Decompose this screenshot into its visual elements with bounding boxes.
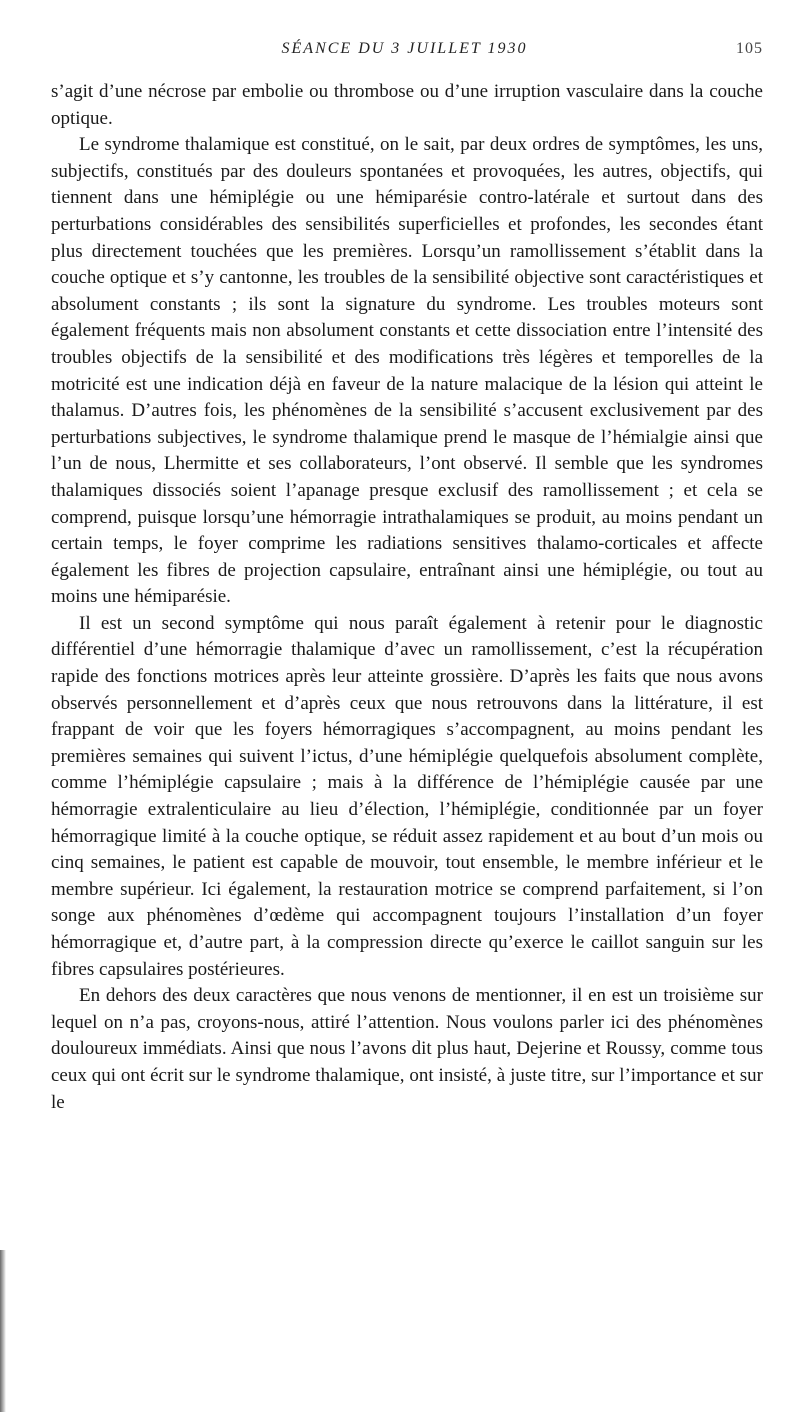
paragraph-troisieme-caractere: En dehors des deux caractères que nous venons de mentionner, il en est un troisième sur lequel on n’a pas, croyons-nous, attiré l’attention. Nous voulons parler ici des phénomènes douloureux immédiats. Ainsi que nous l’avons dit plus haut, Dejerine et Roussy, comme tous ceux qui ont écrit sur le syndrome thalamique, ont insisté, à juste titre, sur l’importance et sur le [51, 985, 763, 1113]
scan-edge-shadow [0, 1250, 6, 1412]
paragraph-continuation: s’agit d’une nécrose par embolie ou thrombose ou d’une irruption vasculaire dans la couche optique. [51, 81, 763, 129]
page-number: 105 [736, 40, 763, 57]
body-text [51, 79, 763, 1116]
paragraph-syndrome-thalamique: Le syndrome thalamique est constitué, on le sait, par deux ordres de symptômes, les uns, subjectifs, constitués par des douleurs spontanées et provoquées, les autres, objectifs, qui tiennent dans une hémiplégie ou une hémiparésie contro-latérale et surtout dans des perturbations considérables des sensibilités superficielles et profondes, les secondes étant plus directement touchées que les premières. Lorsqu’un ramollissement s’établit dans la couche optique et s’y cantonne, les troubles de la sensibilité objective sont caractéristiques et absolument constants ; ils sont la signature du syndrome. Les troubles moteurs sont également fréquents mais non absolument constants et cette dissociation entre l’intensité des troubles objectifs de la sensibilité et des modifications très légères et temporelles de la motricité est une indication déjà en faveur de la nature malacique de la lésion qui atteint le thalamus. D’autres fois, les phénomènes de la sensibilité s’accusent exclusivement par des perturbations subjectives, le syndrome thalamique prend le masque de l’hémialgie ainsi que l’un de nous, Lhermitte et ses collaborateurs, l’ont observé. Il semble que les syndromes thalamiques dissociés soient l’apanage presque exclusif des ramollissement ; et cela se comprend, puisque lorsqu’une hémorragie intrathalamiques se produit, au moins pendant un certain temps, le foyer comprime les radiations sensitives thalamo-corticales et affecte également les fibres de projection capsulaire, entraînant ainsi une hémiplégie, ou tout au moins une hémiparésie. [51, 134, 763, 608]
header-title: SÉANCE DU 3 JUILLET 1930 [281, 40, 528, 57]
running-header [46, 40, 763, 68]
paragraph-second-symptome: Il est un second symptôme qui nous paraît également à retenir pour le diagnostic différentiel d’une hémorragie thalamique d’avec un ramollissement, c’est la récupération rapide des fonctions motrices après leur atteinte grossière. D’après les faits que nous avons observés personnellement et d’après ceux que nous retrouvons dans la littérature, il est frappant de voir que les foyers hémorragiques s’accompagnent, au moins pendant les premières semaines qui suivent l’ictus, d’une hémiplégie quelquefois absolument complète, comme l’hémiplégie capsulaire ; mais à la différence de l’hémiplégie causée par une hémorragie extralenticulaire au lieu d’élection, l’hémiplégie, conditionnée par un foyer hémorragique limité à la couche optique, se réduit assez rapidement et au bout d’un mois ou cinq semaines, le patient est capable de mouvoir, tout ensemble, le membre inférieur et le membre supérieur. Ici également, la restauration motrice se comprend parfaitement, si l’on songe aux phénomènes d’œdème qui accompagnent toujours l’installation d’un foyer hémorragique et, d’autre part, à la compression directe qu’exerce le caillot sanguin sur les fibres capsulaires postérieures. [51, 612, 763, 980]
